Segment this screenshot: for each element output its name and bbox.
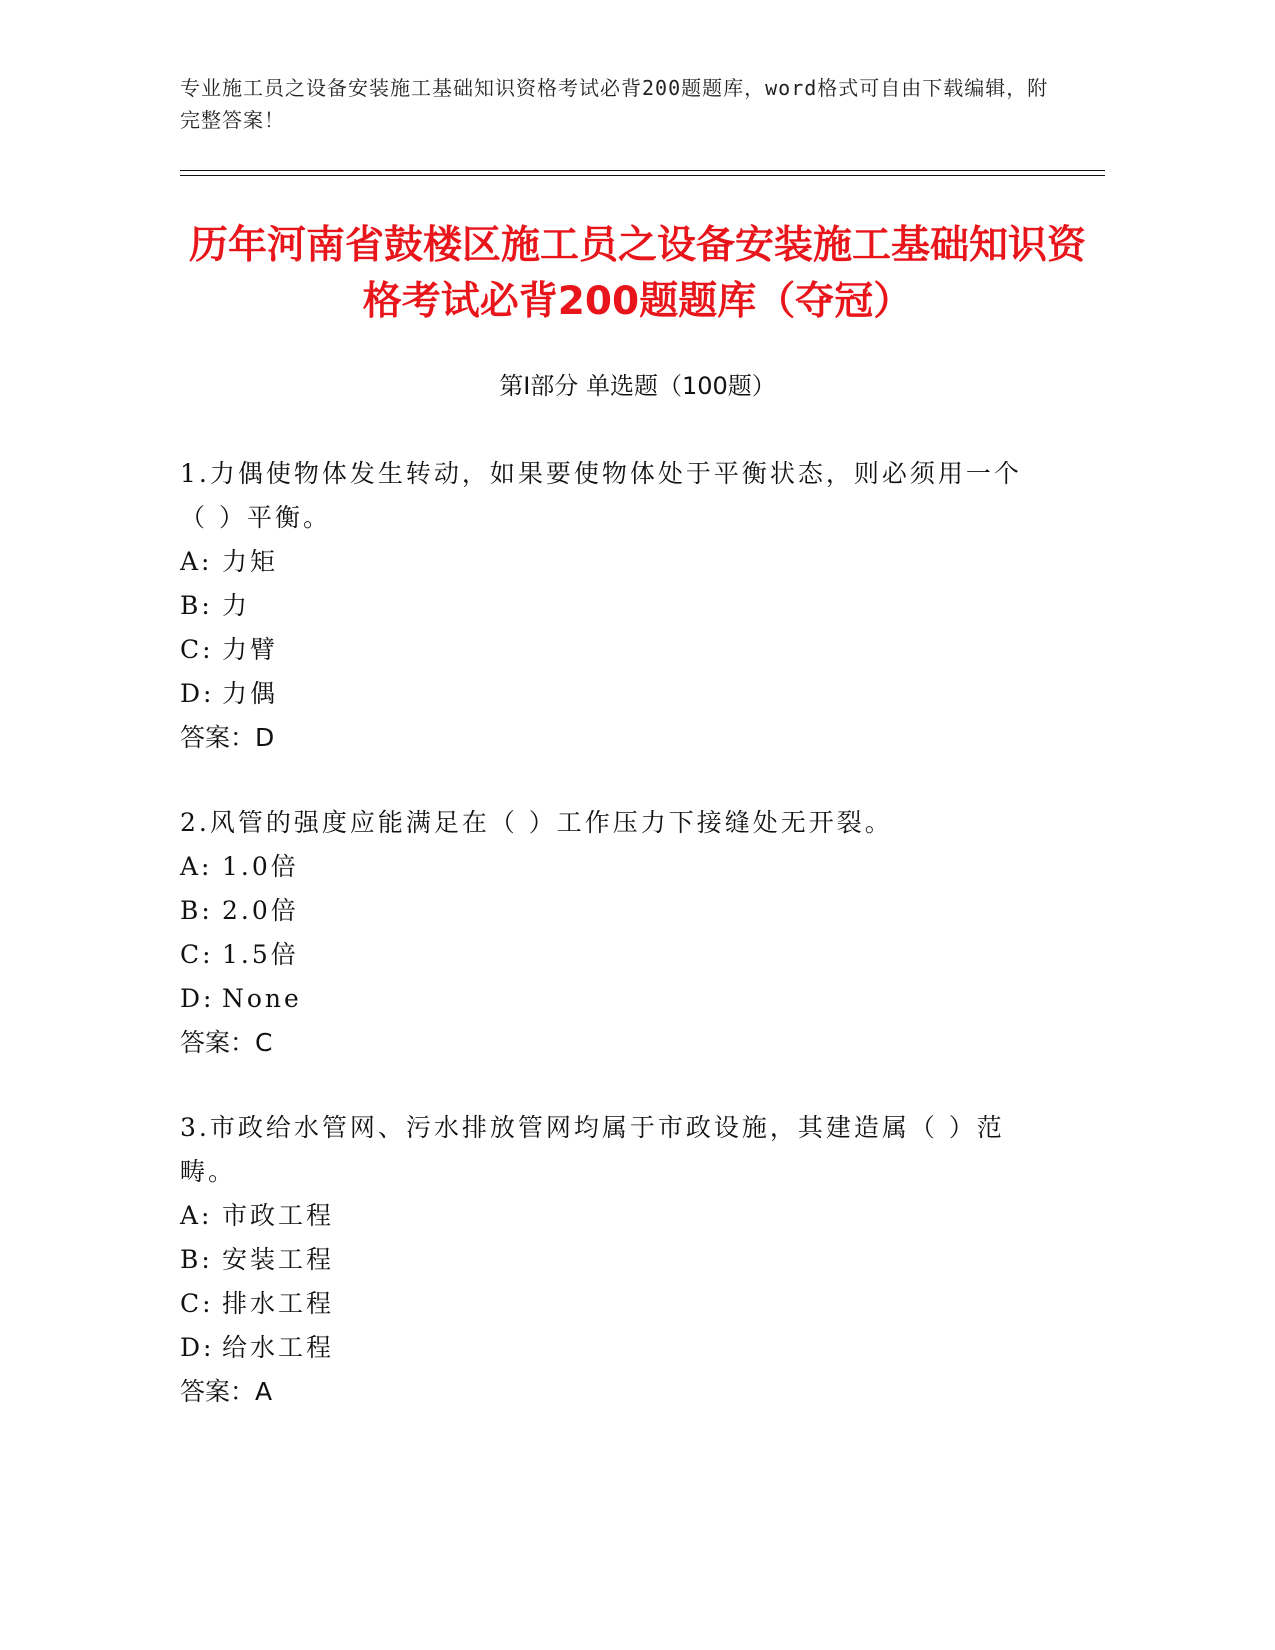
option-b — [180, 584, 1040, 628]
question-3 — [180, 1106, 1040, 1414]
question-stem: 3.市政给水管网、污水排放管网均属于市政设施，其建造属（ ）范畴。 — [180, 1113, 1005, 1186]
header-divider-top — [180, 170, 1105, 171]
option-a — [180, 540, 1040, 584]
option-text: 市政工程 — [222, 1201, 335, 1230]
question-stem: 2.风管的强度应能满足在（ ）工作压力下接缝处无开裂。 — [180, 808, 893, 837]
option-text: 排水工程 — [222, 1289, 335, 1318]
question-stem: 1.力偶使物体发生转动，如果要使物体处于平衡状态，则必须用一个（ ）平衡。 — [180, 459, 1022, 532]
answer: 答案：C — [180, 1028, 273, 1057]
option-c — [180, 628, 1040, 672]
option-c — [180, 1282, 1040, 1326]
option-a — [180, 1194, 1040, 1238]
option-letter: A: — [180, 852, 213, 881]
option-letter: D: — [180, 1333, 215, 1362]
option-text: 力 — [222, 591, 251, 620]
option-d — [180, 977, 1040, 1021]
option-letter: C: — [180, 635, 214, 664]
question-list — [180, 452, 1040, 1455]
option-text: 力矩 — [222, 547, 279, 576]
option-text: None — [222, 984, 302, 1013]
option-letter: C: — [180, 1289, 214, 1318]
option-letter: D: — [180, 984, 215, 1013]
option-text: 2.0倍 — [222, 896, 299, 925]
option-text: 力臂 — [222, 635, 279, 664]
option-d — [180, 672, 1040, 716]
option-letter: B: — [180, 591, 213, 620]
option-text: 1.5倍 — [222, 940, 299, 969]
header-note: 专业施工员之设备安装施工基础知识资格考试必背200题题库，word格式可自由下载编辑，附完整答案！ — [180, 76, 1049, 132]
option-b — [180, 889, 1040, 933]
option-text: 1.0倍 — [222, 852, 299, 881]
option-letter: D: — [180, 679, 215, 708]
document-title: 历年河南省鼓楼区施工员之设备安装施工基础知识资格考试必背200题题库（夺冠） — [188, 223, 1086, 324]
header-divider-bottom — [180, 175, 1105, 176]
answer: 答案：D — [180, 723, 275, 752]
option-c — [180, 933, 1040, 977]
option-text: 安装工程 — [222, 1245, 335, 1274]
option-letter: B: — [180, 1245, 213, 1274]
answer: 答案：A — [180, 1377, 273, 1406]
option-letter: C: — [180, 940, 214, 969]
option-b — [180, 1238, 1040, 1282]
question-1 — [180, 452, 1040, 760]
section-title: 第I部分 单选题（100题） — [499, 372, 776, 400]
option-a — [180, 845, 1040, 889]
option-letter: B: — [180, 896, 213, 925]
question-2 — [180, 801, 1040, 1065]
option-letter: A: — [180, 547, 213, 576]
option-text: 给水工程 — [222, 1333, 335, 1362]
option-d — [180, 1326, 1040, 1370]
option-letter: A: — [180, 1201, 213, 1230]
option-text: 力偶 — [222, 679, 279, 708]
